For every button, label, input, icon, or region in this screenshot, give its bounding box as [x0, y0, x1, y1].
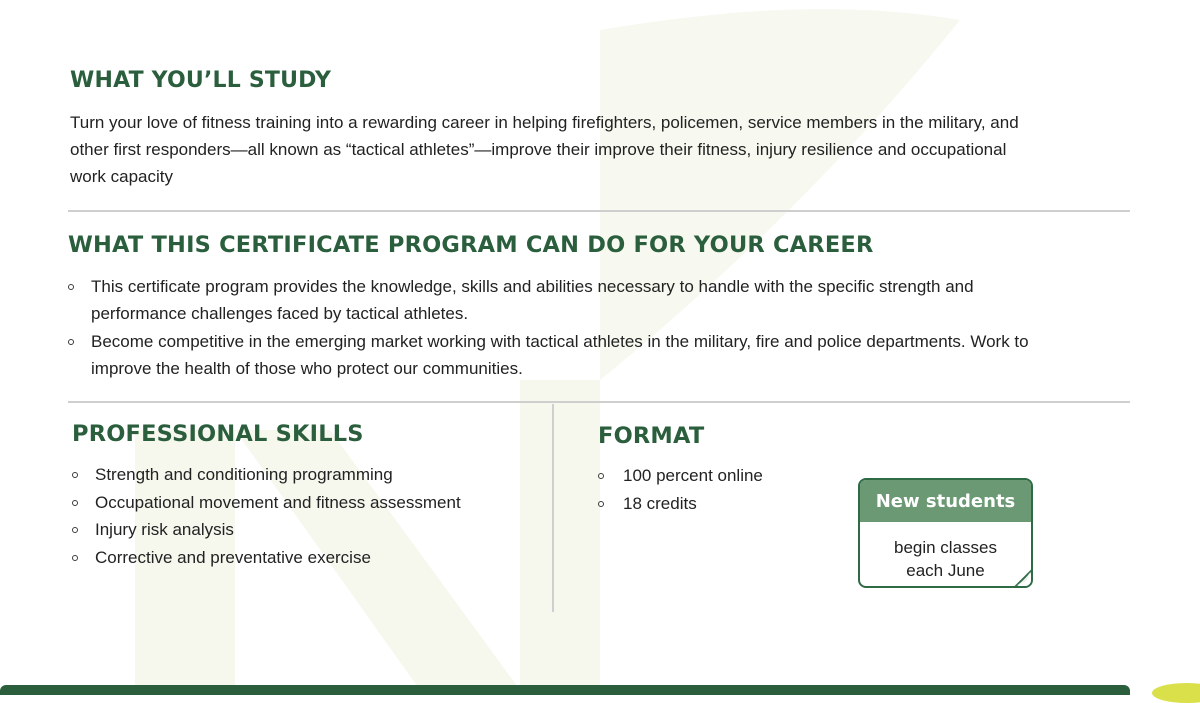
- format-label: 100 percent online: [623, 466, 763, 485]
- circle-bullet-icon: [72, 555, 78, 561]
- study-description: [70, 109, 1130, 190]
- circle-bullet-icon: [72, 472, 78, 478]
- format-label: 18 credits: [623, 494, 697, 513]
- skill-label: Occupational movement and fitness assessment: [95, 492, 461, 512]
- list-item: [72, 516, 542, 544]
- circle-bullet-icon: [72, 527, 78, 533]
- career-benefits-list: [68, 273, 1133, 383]
- study-line-1: Turn your love of fitness training into a rewarding career in helping firefighters, policemen, service members in the military, and: [70, 113, 1019, 132]
- format-list: [598, 462, 818, 518]
- list-item: [72, 489, 542, 517]
- circle-bullet-icon: [72, 500, 78, 506]
- circle-bullet-icon: [68, 339, 74, 345]
- note-line-2: each June: [906, 561, 985, 580]
- format-heading: FORMAT: [598, 423, 705, 449]
- study-line-3: work capacity: [70, 167, 173, 186]
- skills-heading: PROFESSIONAL SKILLS: [72, 421, 364, 447]
- circle-bullet-icon: [598, 501, 604, 507]
- list-item: [72, 544, 542, 572]
- page-curl-icon: [1013, 568, 1033, 588]
- study-line-2: other first responders—all known as “tactical athletes”—improve their improve their fitness, injury resilience and occupational: [70, 140, 1007, 159]
- list-item: [68, 328, 1133, 382]
- list-item: [598, 462, 818, 490]
- skills-list: [72, 461, 542, 571]
- career-heading: WHAT THIS CERTIFICATE PROGRAM CAN DO FOR YOUR CAREER: [68, 232, 874, 258]
- list-item: [72, 461, 542, 489]
- career-item-1-line-2: performance challenges faced by tactical athletes.: [91, 304, 469, 323]
- list-item: [68, 273, 1133, 327]
- section-divider: [68, 401, 1130, 403]
- circle-bullet-icon: [598, 473, 604, 479]
- new-students-note: [858, 478, 1033, 588]
- footer-bar: [0, 685, 1130, 695]
- skill-label: Strength and conditioning programming: [95, 465, 393, 484]
- note-body: [860, 522, 1031, 582]
- section-divider: [68, 210, 1130, 212]
- note-title: New students: [860, 480, 1031, 522]
- career-item-1-line-1: This certificate program provides the knowledge, skills and abilities necessary to handle with the specific strength and: [91, 277, 974, 296]
- footer-accent: [1152, 683, 1200, 703]
- study-heading: WHAT YOU’LL STUDY: [70, 68, 332, 93]
- column-divider: [552, 404, 554, 612]
- career-item-2-line-1: Become competitive in the emerging market working with tactical athletes in the military, fire and police departments. Work to: [91, 332, 1029, 351]
- skill-label: Corrective and preventative exercise: [95, 547, 371, 567]
- note-line-1: begin classes: [893, 538, 997, 557]
- career-item-2-line-2: improve the health of those who protect our communities.: [91, 359, 523, 378]
- list-item: [598, 490, 818, 518]
- circle-bullet-icon: [68, 284, 74, 290]
- skill-label: Injury risk analysis: [95, 520, 234, 539]
